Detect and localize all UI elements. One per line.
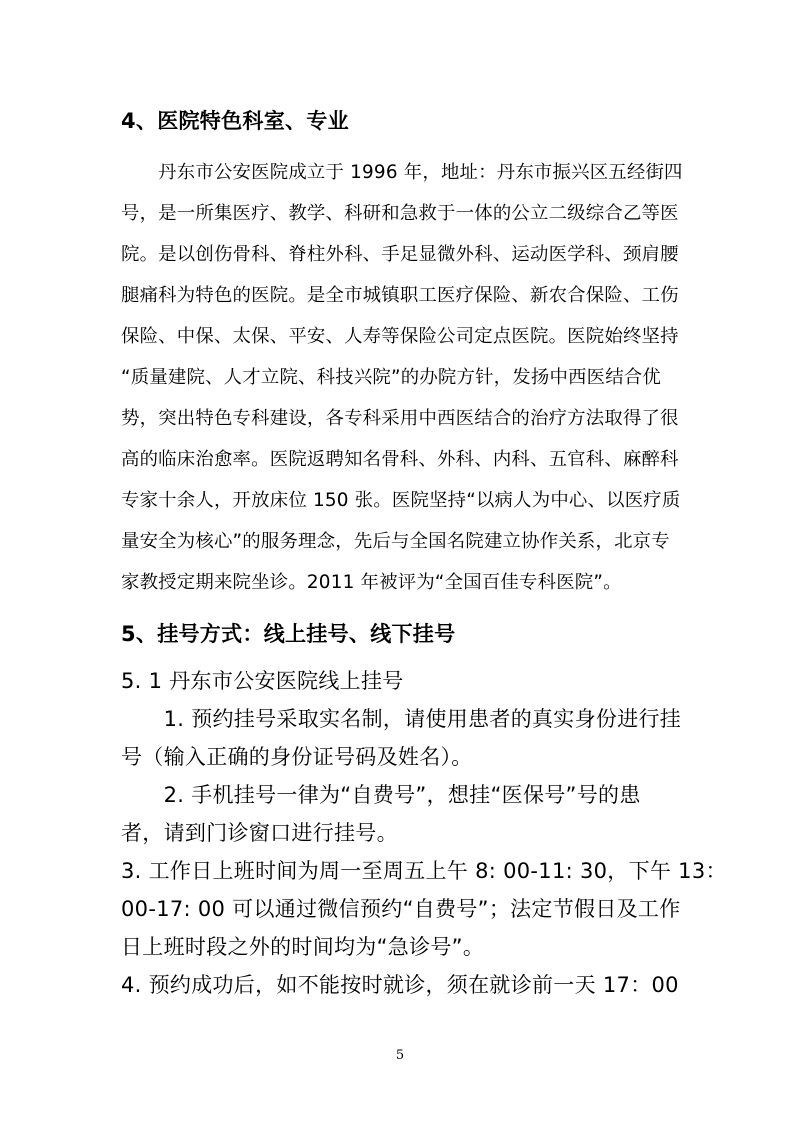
paragraph-line: 00-17: 00 可以通过微信预约“自费号”；法定节假日及工作 — [121, 897, 681, 921]
paragraph-line: 1. 预约挂号采取实名制，请使用患者的真实身份进行挂 — [121, 707, 682, 731]
section-5-content — [121, 662, 727, 1004]
paragraph-line: 2. 手机挂号一律为“自费号”，想挂“医保号”号的患 — [121, 783, 641, 807]
paragraph-line: 号，是一所集医疗、教学、科研和急救于一体的公立二级综合乙等医 — [121, 203, 679, 224]
paragraph-line: 家教授定期来院坐诊。2011 年被评为“全国百佳专科医院”。 — [121, 572, 622, 593]
section-4-heading: 4、医院特色科室、专业 — [121, 109, 349, 133]
paragraph-line: 势，突出特色专科建设，各专科采用中西医结合的治疗方法取得了很 — [121, 408, 679, 429]
paragraph-line: 号（输入正确的身份证号码及姓名）。 — [121, 745, 473, 769]
paragraph-line: 专家十余人，开放床位 150 张。医院坚持“以病人为中心、以医疗质 — [121, 490, 681, 511]
paragraph-line: 者，请到门诊窗口进行挂号。 — [121, 821, 398, 845]
paragraph-line: 丹东市公安医院成立于 1996 年，地址：丹东市振兴区五经街四 — [121, 162, 683, 183]
paragraph-line: 腿痛科为特色的医院。是全市城镇职工医疗保险、新农合保险、工伤 — [121, 285, 679, 306]
section-4-paragraph — [121, 152, 691, 603]
paragraph-line: 量安全为核心”的服务理念，先后与全国名院建立协作关系，北京专 — [121, 531, 670, 552]
paragraph-line: 3. 工作日上班时间为周一至周五上午 8: 00-11: 30，下午 13： — [121, 859, 727, 883]
paragraph-line: 日上班时段之外的时间均为“急诊号”。 — [121, 935, 485, 959]
paragraph-line: 4. 预约成功后，如不能按时就诊，须在就诊前一天 17：00 — [121, 973, 679, 997]
paragraph-line: 高的临床治愈率。医院返聘知名骨科、外科、内科、五官科、麻醉科 — [121, 449, 679, 470]
paragraph-line: 院。是以创伤骨科、脊柱外科、手足显微外科、运动医学科、颈肩腰 — [121, 244, 679, 265]
section-5-heading: 5、挂号方式：线上挂号、线下挂号 — [121, 622, 456, 646]
page-number: 5 — [395, 1048, 405, 1063]
paragraph-line: 保险、中保、太保、平安、人寿等保险公司定点医院。医院始终坚持 — [121, 326, 679, 347]
subsection-5-1-title: 5. 1 丹东市公安医院线上挂号 — [121, 669, 404, 693]
paragraph-line: “质量建院、人才立院、科技兴院”的办院方针，发扬中西医结合优 — [121, 367, 661, 388]
